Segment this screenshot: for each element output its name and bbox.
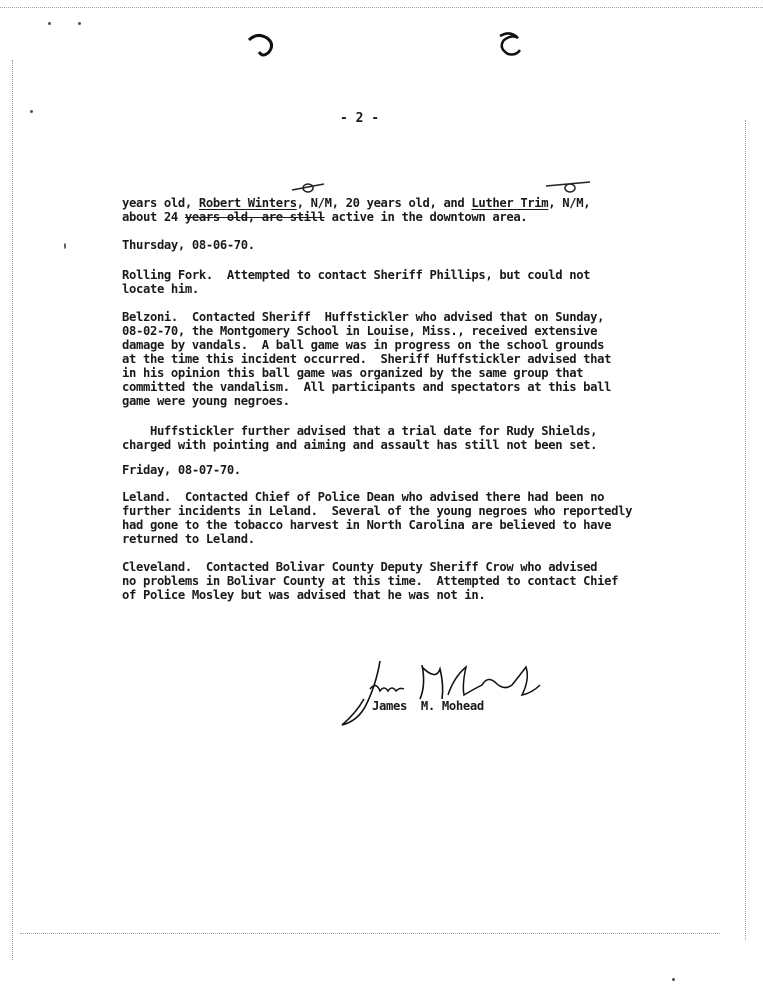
text-line: further incidents in Leland. Several of the young negroes who reportedly <box>122 504 633 518</box>
struck-text: years old, are still <box>184 210 325 224</box>
typed-signature-name: James M. Mohead <box>372 699 484 713</box>
text-fragment: years old, <box>122 196 199 210</box>
handwritten-mark <box>544 176 594 198</box>
text-line <box>122 196 590 210</box>
text-line: no problems in Bolivar County at this time. Attempted to contact Chief <box>122 574 619 588</box>
handwritten-signature <box>336 655 546 735</box>
underlined-name: Luther Trim <box>471 196 549 210</box>
text-line: had gone to the tobacco harvest in North Carolina are believed to have <box>122 518 612 532</box>
handwritten-mark <box>290 176 330 198</box>
scan-speck <box>64 243 66 249</box>
text-line: at the time this incident occurred. Sheriff Huffstickler advised that <box>122 352 612 366</box>
text-line: damage by vandals. A ball game was in progress on the school grounds <box>122 338 605 352</box>
scan-speck <box>30 110 33 113</box>
text-line: of Police Mosley but was advised that he was not in. <box>122 588 486 602</box>
scan-edge-line <box>20 933 720 935</box>
text-line: Cleveland. Contacted Bolivar County Deputy Sheriff Crow who advised <box>122 560 598 574</box>
scan-speck <box>672 978 675 981</box>
text-fragment: about 24 <box>122 210 185 224</box>
text-line <box>122 210 527 224</box>
scan-edge-line <box>745 120 747 940</box>
scan-edge-line <box>0 7 763 9</box>
punch-hole-mark-left <box>245 30 285 60</box>
text-line: Belzoni. Contacted Sheriff Huffstickler who advised that on Sunday, <box>122 310 605 324</box>
date-heading: Friday, 08-07-70. <box>122 463 241 477</box>
text-line: game were young negroes. <box>122 394 290 408</box>
date-heading: Thursday, 08-06-70. <box>122 238 255 252</box>
underlined-name: Robert Winters <box>198 196 297 210</box>
text-fragment: , N/M, <box>548 196 591 210</box>
page-number: - 2 - <box>340 111 380 126</box>
text-line: charged with pointing and aiming and assault has still not been set. <box>122 438 598 452</box>
punch-hole-mark-right <box>490 30 530 60</box>
text-fragment: active in the downtown area. <box>324 210 528 224</box>
text-fragment: , N/M, 20 years old, and <box>296 196 472 210</box>
text-line: 08-02-70, the Montgomery School in Louise, Miss., received extensive <box>122 324 598 338</box>
text-line: Huffstickler further advised that a trial date for Rudy Shields, <box>122 424 598 438</box>
scan-edge-line <box>12 60 14 960</box>
text-line: returned to Leland. <box>122 532 255 546</box>
scan-speck <box>48 22 51 25</box>
text-line: Rolling Fork. Attempted to contact Sheriff Phillips, but could not <box>122 268 591 282</box>
text-line: in his opinion this ball game was organized by the same group that <box>122 366 584 380</box>
scan-speck <box>78 22 81 25</box>
text-line: Leland. Contacted Chief of Police Dean who advised there had been no <box>122 490 605 504</box>
text-line: committed the vandalism. All participants and spectators at this ball <box>122 380 612 394</box>
text-line: locate him. <box>122 282 199 296</box>
